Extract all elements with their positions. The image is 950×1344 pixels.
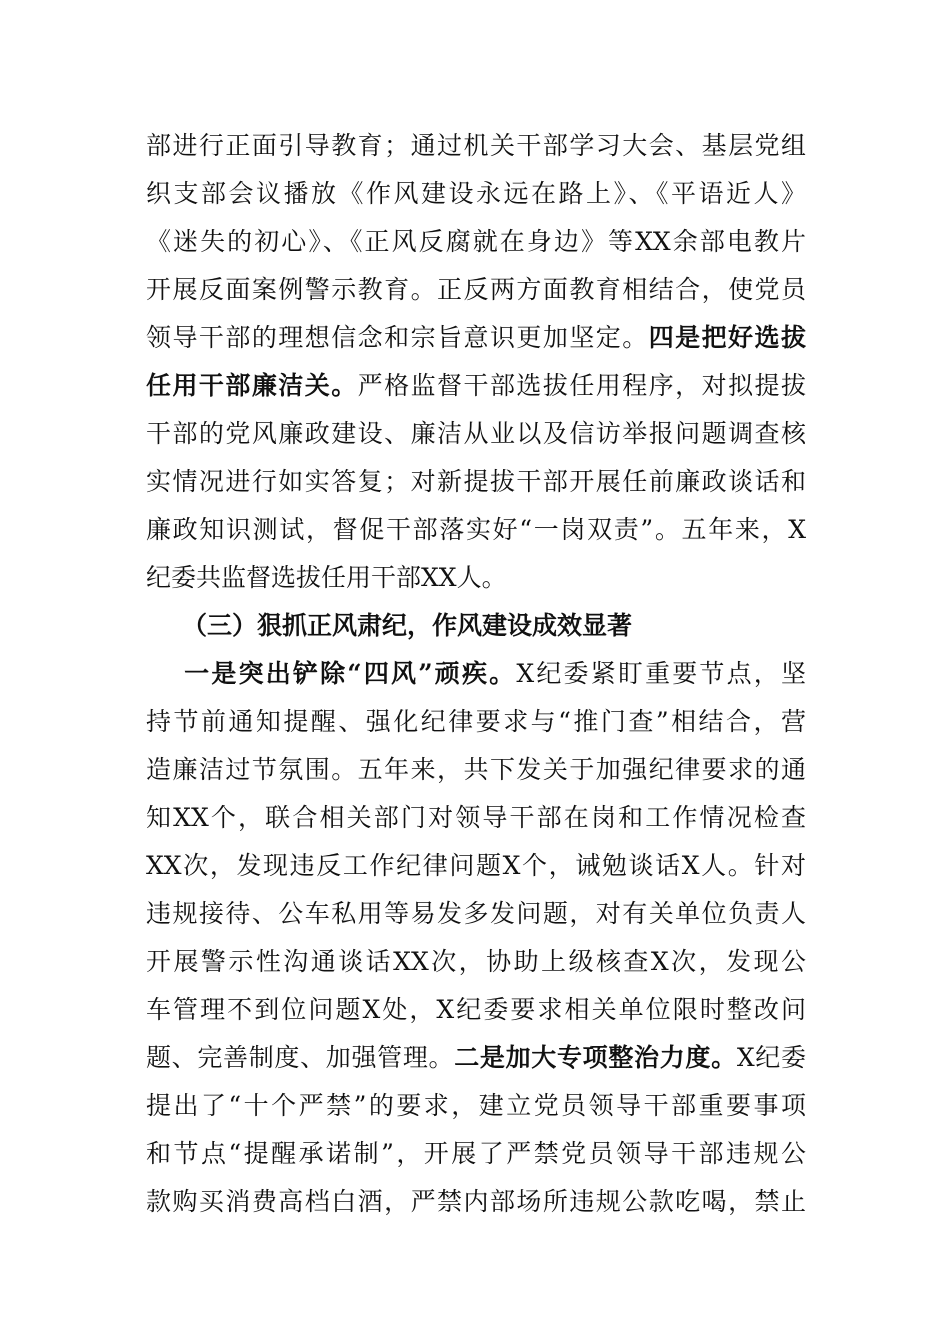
- text-line: [146, 1034, 806, 1082]
- text-line: [146, 938, 806, 986]
- text-segment: 题、完善制度、加强管理。: [146, 1043, 455, 1072]
- text-line: [146, 1130, 806, 1178]
- text-line: [146, 458, 806, 506]
- text-segment: 持节前通知提醒、强化纪律要求与“推门查”相结合，营: [146, 707, 806, 736]
- text-segment: 开展反面案例警示教育。正反两方面教育相结合，使党员: [146, 275, 806, 304]
- text-line: [146, 362, 806, 410]
- section-heading: [146, 602, 806, 650]
- bold-text-segment: 二是加大专项整治力度。: [454, 1043, 737, 1072]
- text-line: [146, 314, 806, 362]
- text-segment: 造廉洁过节氛围。五年来，共下发关于加强纪律要求的通: [146, 755, 806, 784]
- text-line: [146, 410, 806, 458]
- text-segment: 织支部会议播放《作风建设永远在路上》、《平语近人》: [146, 179, 806, 208]
- text-line: [146, 170, 806, 218]
- text-segment: 提出了“十个严禁”的要求，建立党员领导干部重要事项: [146, 1091, 806, 1120]
- text-segment: 廉政知识测试，督促干部落实好“一岗双责”。五年来，X: [146, 515, 806, 544]
- text-segment: 知XX个，联合相关部门对领导干部在岗和工作情况检查: [146, 803, 806, 832]
- text-line: [146, 218, 806, 266]
- text-line: [146, 842, 806, 890]
- text-line: [146, 266, 806, 314]
- text-segment: 部进行正面引导教育；通过机关干部学习大会、基层党组: [146, 131, 806, 160]
- document-body: [146, 122, 806, 1226]
- text-segment: 纪委共监督选拔任用干部XX人。: [146, 563, 507, 592]
- text-line: [146, 506, 806, 554]
- text-segment: 领导干部的理想信念和宗旨意识更加坚定。: [146, 323, 649, 352]
- bold-text-segment: （三）狠抓正风肃纪，作风建设成效显著: [182, 611, 633, 640]
- text-line: [146, 746, 806, 794]
- text-segment: 和节点“提醒承诺制”，开展了严禁党员领导干部违规公: [146, 1139, 806, 1168]
- bold-text-segment: 四是把好选拔: [648, 323, 806, 352]
- text-segment: 《迷失的初心》、《正风反腐就在身边》等XX余部电教片: [146, 227, 806, 256]
- text-line: [146, 1082, 806, 1130]
- text-segment: 违规接待、公车私用等易发多发问题，对有关单位负责人: [146, 899, 806, 928]
- text-line: [146, 794, 806, 842]
- text-segment: X纪委紧盯重要节点，坚: [516, 659, 806, 688]
- text-line: [146, 650, 806, 698]
- text-segment: 车管理不到位问题X处，X纪委要求相关单位限时整改问: [146, 995, 806, 1024]
- text-line: [146, 554, 806, 602]
- text-line: [146, 698, 806, 746]
- bold-text-segment: 任用干部廉洁关。: [146, 371, 358, 400]
- bold-text-segment: 一是突出铲除“四风”顽疾。: [182, 659, 517, 688]
- text-segment: 干部的党风廉政建设、廉洁从业以及信访举报问题调查核: [146, 419, 806, 448]
- text-line: [146, 986, 806, 1034]
- text-segment: 开展警示性沟通谈话XX次，协助上级核查X次，发现公: [146, 947, 806, 976]
- text-line: [146, 122, 806, 170]
- text-line: [146, 1178, 806, 1226]
- text-segment: 严格监督干部选拔任用程序，对拟提拔: [357, 371, 806, 400]
- text-segment: 款购买消费高档白酒，严禁内部场所违规公款吃喝，禁止: [146, 1187, 806, 1216]
- text-line: [146, 890, 806, 938]
- text-segment: XX次，发现违反工作纪律问题X个，诫勉谈话X人。针对: [146, 851, 806, 880]
- text-segment: X纪委: [736, 1043, 806, 1072]
- text-segment: 实情况进行如实答复；对新提拔干部开展任前廉政谈话和: [146, 467, 806, 496]
